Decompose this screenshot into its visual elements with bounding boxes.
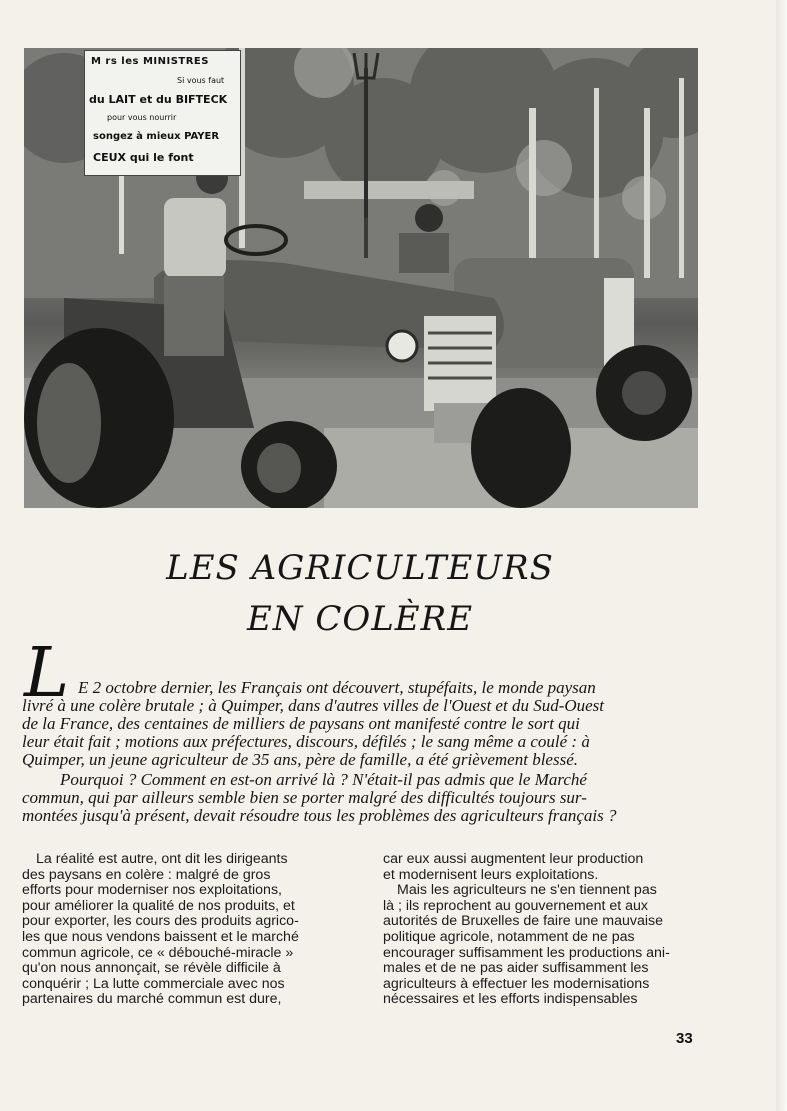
column-line: nécessaires et les efforts indispensables — [383, 992, 638, 1008]
column-line: efforts pour moderniser nos exploitations, — [22, 883, 282, 899]
column-line: conquérir ; La lutte commerciale avec nos — [22, 976, 285, 992]
tractor-protest-photo — [24, 48, 698, 508]
article-title-line-1: LES AGRICULTEURS — [166, 548, 554, 588]
column-line: car eux aussi augmentent leur production — [383, 852, 644, 867]
intro-line: E 2 octobre dernier, les Français ont découvert, stupéfaits, le monde paysan — [78, 679, 596, 697]
column-line: les que nous vendons baissent et le marché — [22, 929, 299, 945]
column-line: partenaires du marché commun est dure, — [22, 992, 282, 1008]
column-line: commun agricole, ce « débouché-miracle » — [22, 945, 294, 961]
intro-line: livré à une colère brutale ; à Quimper, dans d'autres villes de l'Ouest et du Sud-Ouest — [22, 697, 605, 715]
column-line: encourager suffisamment les productions ani- — [383, 945, 670, 961]
column-line: qu'on nous annonçait, se révèle difficile à — [22, 961, 281, 977]
sign-line: pour vous nourrir — [107, 113, 177, 122]
left-column — [22, 852, 340, 1008]
intro-line: de la France, des centaines de milliers de paysans ont manifesté contre le sort qui — [22, 715, 580, 733]
sign-line: Si vous faut — [177, 76, 225, 85]
page-edge — [776, 0, 787, 1111]
intro-line: Pourquoi ? Comment en est-on arrivé là ? N'était-il pas admis que le Marché — [60, 771, 587, 789]
column-line: agriculteurs à effectuer les modernisations — [383, 976, 650, 992]
column-line: politique agricole, notamment de ne pas — [383, 929, 635, 945]
sign-line: CEUX qui le font — [93, 151, 194, 164]
sign-line: M rs les MINISTRES — [91, 56, 209, 67]
intro-line: leur était fait ; motions aux préfectures, discours, défilés ; le sang même a coulé : à — [22, 733, 590, 751]
protest-sign — [84, 50, 241, 176]
drop-cap: L — [24, 634, 70, 713]
intro-line: commun, qui par ailleurs semble bien se porter malgré des difficultés toujours sur- — [22, 789, 587, 807]
column-line: et modernisent leurs exploitations. — [383, 867, 599, 883]
sign-line: songez à mieux PAYER — [93, 131, 220, 142]
column-line: males et de ne pas aider suffisamment les — [383, 961, 649, 977]
sign-line: du LAIT et du BIFTECK — [89, 93, 228, 106]
column-line: autorités de Bruxelles de faire une mauvaise — [383, 914, 663, 930]
right-column — [383, 852, 701, 1008]
column-line: pour améliorer la qualité de nos produits, et — [22, 898, 295, 914]
column-line: Mais les agriculteurs ne s'en tiennent pas — [397, 883, 657, 899]
column-line: des paysans en colère : malgré de gros — [22, 867, 271, 883]
intro-line: Quimper, un jeune agriculteur de 35 ans, père de famille, a été grièvement blessé. — [22, 751, 578, 769]
intro-line: montées jusqu'à présent, devait résoudre tous les problèmes des agriculteurs français ? — [22, 807, 617, 825]
column-line: là ; ils reprochent au gouvernement et aux — [383, 898, 648, 914]
article-title-line-2: EN COLÈRE — [246, 599, 474, 639]
column-line: pour exporter, les cours des produits agrico- — [22, 914, 299, 930]
column-line: La réalité est autre, ont dit les dirigeants — [36, 852, 288, 867]
page-number: 33 — [676, 1030, 693, 1047]
